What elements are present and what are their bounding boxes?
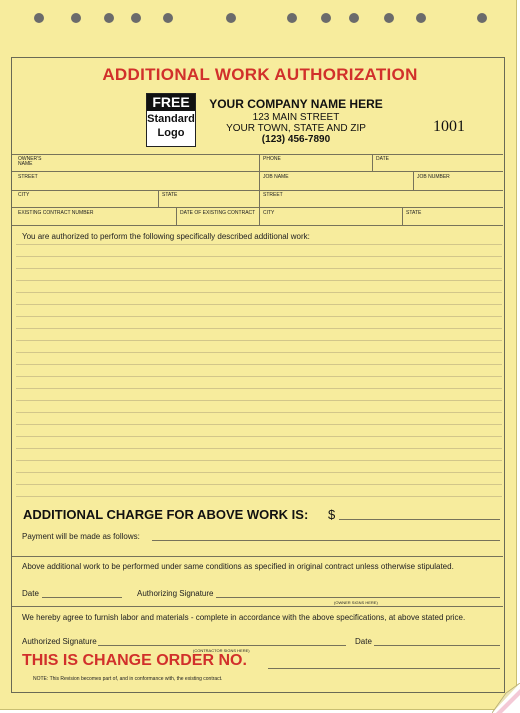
existing-contract-number-field[interactable]: EXISTING CONTRACT NUMBER <box>18 210 94 216</box>
logo-logo-text: Logo <box>157 127 185 139</box>
binder-hole-icon <box>34 13 44 23</box>
additional-charge-label: ADDITIONAL CHARGE FOR ABOVE WORK IS: <box>23 507 309 522</box>
company-phone: (123) 456-7890 <box>261 134 331 145</box>
writing-line <box>16 376 502 377</box>
authorized-signature-label: Authorized Signature <box>22 637 97 646</box>
form-title: ADDITIONAL WORK AUTHORIZATION <box>102 65 418 84</box>
authorizing-signature-label: Authorizing Signature <box>137 589 214 598</box>
binder-hole-icon <box>384 13 394 23</box>
binder-hole-icon <box>349 13 359 23</box>
grid-line <box>176 207 177 225</box>
job-name-field[interactable]: JOB NAME <box>263 174 289 180</box>
form-number: 1001 <box>433 118 465 135</box>
binder-hole-icon <box>226 13 236 23</box>
job-state-field[interactable]: STATE <box>406 210 422 216</box>
grid-line <box>413 171 414 190</box>
work-intro-text: You are authorized to perform the following specifically described additional work: <box>22 232 310 241</box>
writing-line <box>16 496 502 497</box>
writing-line <box>16 436 502 437</box>
writing-line <box>16 448 502 449</box>
charge-amount-field[interactable] <box>339 519 500 520</box>
section-divider <box>12 606 503 607</box>
authorized-signature-field[interactable] <box>98 645 346 646</box>
binder-hole-icon <box>71 13 81 23</box>
owner-signs-here-note: (OWNER SIGNS HERE) <box>334 600 378 605</box>
agreement-text: We hereby agree to furnish labor and materials - complete in accordance with the above specifications, at above stated price. <box>22 613 466 622</box>
company-town: YOUR TOWN, STATE AND ZIP <box>226 123 366 134</box>
company-name: YOUR COMPANY NAME HERE <box>209 97 383 111</box>
writing-line <box>16 484 502 485</box>
binder-hole-icon <box>131 13 141 23</box>
writing-line <box>16 364 502 365</box>
owner-street-field[interactable]: STREET <box>18 174 38 180</box>
authorizing-signature-field[interactable] <box>216 597 500 598</box>
date-of-existing-contract-field[interactable]: DATE OF EXISTING CONTRACT <box>180 210 256 216</box>
writing-line <box>16 280 502 281</box>
payment-terms-field[interactable] <box>152 540 500 541</box>
writing-line <box>16 292 502 293</box>
grid-line <box>12 190 503 191</box>
grid-line <box>402 207 403 225</box>
dollar-sign: $ <box>328 507 336 522</box>
payment-label: Payment will be made as follows: <box>22 532 140 541</box>
writing-line <box>16 388 502 389</box>
writing-line <box>16 244 502 245</box>
writing-line <box>16 268 502 269</box>
grid-line <box>158 190 159 207</box>
grid-line <box>12 171 503 172</box>
owner-date-field[interactable] <box>42 597 122 598</box>
grid-line <box>12 207 503 208</box>
binder-hole-icon <box>416 13 426 23</box>
writing-line <box>16 460 502 461</box>
logo-free-text: FREE <box>147 94 195 111</box>
writing-line <box>16 424 502 425</box>
contractor-date-field[interactable] <box>374 645 500 646</box>
change-order-number-field[interactable] <box>268 668 500 669</box>
writing-line <box>16 340 502 341</box>
owner-date-label: Date <box>22 589 39 598</box>
binder-hole-icon <box>163 13 173 23</box>
binder-hole-icon <box>321 13 331 23</box>
job-street-field[interactable]: STREET <box>263 192 283 198</box>
conditions-text: Above additional work to be performed under same conditions as specified in original contract unless otherwise stipulated. <box>22 562 454 571</box>
section-divider <box>12 556 503 557</box>
owner-state-field[interactable]: STATE <box>162 192 178 198</box>
writing-line <box>16 316 502 317</box>
binder-hole-icon <box>104 13 114 23</box>
phone-field[interactable]: PHONE <box>263 156 281 162</box>
writing-line <box>16 412 502 413</box>
revision-note: NOTE: This Revision becomes part of, and in conformance with, the existing contract. <box>33 676 223 682</box>
grid-line <box>12 154 503 155</box>
logo-standard-text: Standard <box>147 113 195 125</box>
date-field[interactable]: DATE <box>376 156 389 162</box>
job-number-field[interactable]: JOB NUMBER <box>417 174 450 180</box>
writing-line <box>16 256 502 257</box>
contractor-signs-here-note: (CONTRACTOR SIGNS HERE) <box>193 648 250 653</box>
change-order-label: THIS IS CHANGE ORDER NO. <box>22 652 247 669</box>
grid-line <box>12 225 503 226</box>
binder-hole-icon <box>477 13 487 23</box>
grid-line <box>372 154 373 171</box>
job-city-field[interactable]: CITY <box>263 210 275 216</box>
contractor-date-label: Date <box>355 637 372 646</box>
company-street: 123 MAIN STREET <box>252 112 340 123</box>
page-curl-icon <box>492 683 520 713</box>
writing-line <box>16 352 502 353</box>
owners-name-field[interactable]: OWNER'S NAME <box>18 156 42 167</box>
owner-city-field[interactable]: CITY <box>18 192 30 198</box>
binder-hole-icon <box>287 13 297 23</box>
company-logo <box>146 93 196 147</box>
writing-line <box>16 472 502 473</box>
writing-line <box>16 400 502 401</box>
writing-line <box>16 304 502 305</box>
grid-line <box>259 154 260 225</box>
writing-line <box>16 328 502 329</box>
